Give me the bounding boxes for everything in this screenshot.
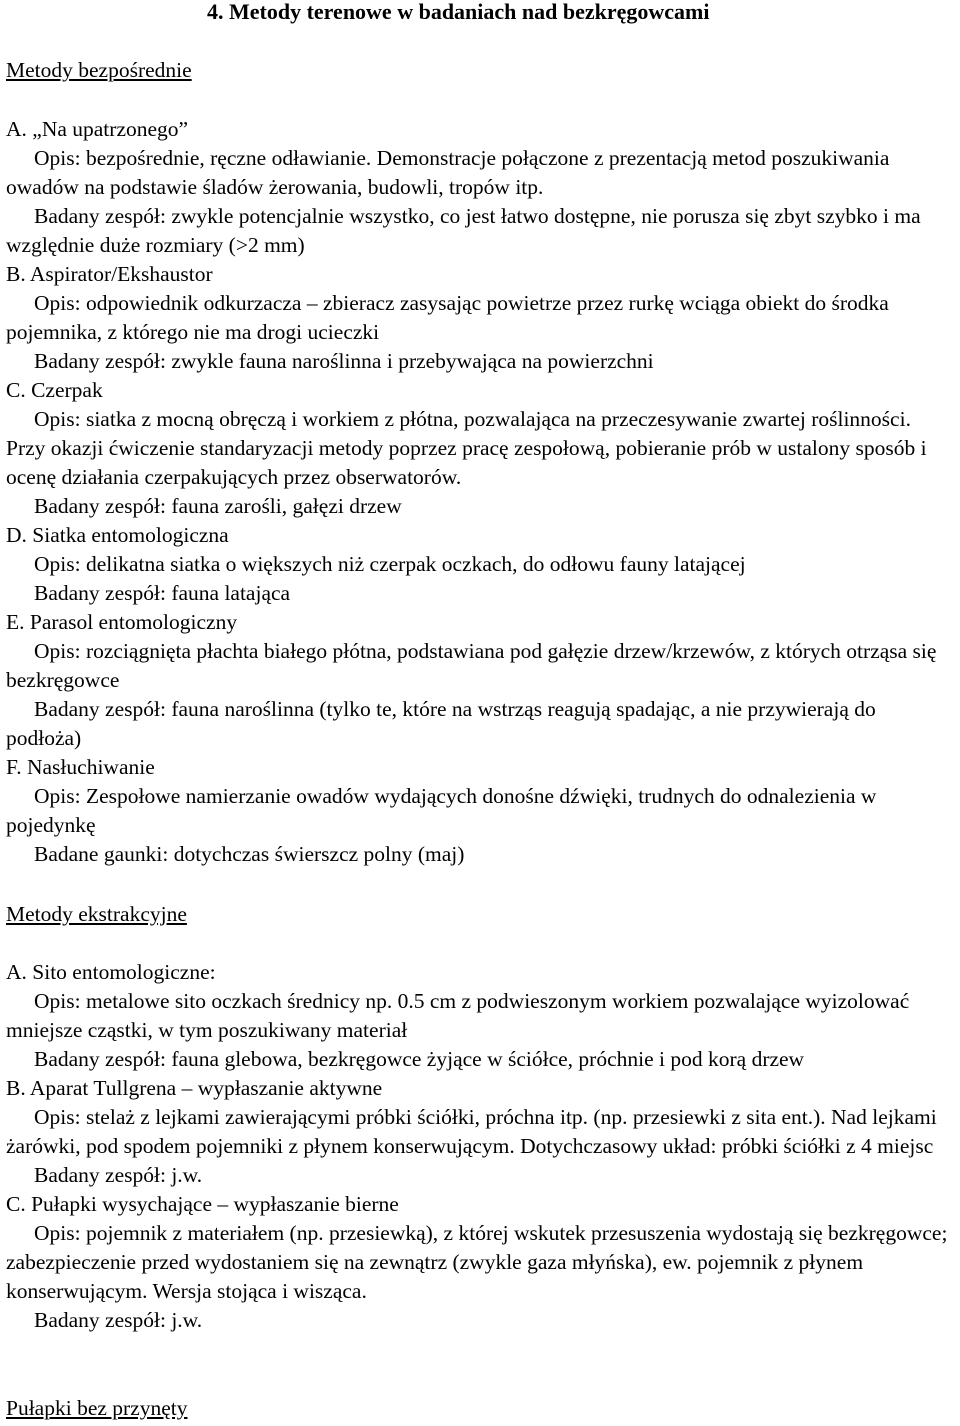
section-heading-direct-methods: Metody bezpośrednie [6,58,192,82]
method-description: Opis: pojemnik z materiałem (np. przesiewką), z której wskutek przesuszenia wydostają się bezkręgowce; zabezpieczenie przed wydostaniem się na zewnątrz (zwykle gaza młyńska), ew. pojemnik z płynem konserwującym. Wersja stojąca i wisząca. [6,1221,948,1303]
method-description: Opis: delikatna siatka o większych niż czerpak oczkach, do odłowu fauny latającej [34,552,746,576]
section-body-direct-methods [6,115,954,869]
method-description: Opis: bezpośrednie, ręczne odławianie. Demonstracje połączone z prezentacją metod poszukiwania owadów na podstawie śladów żerowania, budowli, tropów itp. [6,146,890,199]
method-studied-group: Badany zespół: fauna latająca [34,581,291,605]
section-body-extraction-methods [6,958,954,1335]
method-title: A. „Na upatrzonego” [6,117,189,141]
method-studied-group: Badany zespół: j.w. [34,1163,203,1187]
method-description: Opis: siatka z mocną obręczą i workiem z płótna, pozwalająca na przeczesywanie zwartej roślinności. Przy okazji ćwiczenie standaryzacji metody poprzez pracę zespołową, pobieranie prób w ustalony sposób i ocenę działania czerpakujących przez obserwatorów. [6,407,927,489]
method-studied-group: Badany zespół: fauna naroślinna (tylko te, które na wstrząs reagują spadając, a nie przywierają do podłoża) [6,697,876,750]
method-description: Opis: Zespołowe namierzanie owadów wydających donośne dźwięki, trudnych do odnalezienia w pojedynkę [6,784,877,837]
section-heading-traps-without-bait: Pułapki bez przynęty [6,1396,188,1420]
method-studied-group: Badany zespół: fauna glebowa, bezkręgowce żyjące w ściółce, próchnie i pod korą drzew [34,1047,805,1071]
method-studied-group: Badany zespół: fauna zarośli, gałęzi drzew [34,494,402,518]
method-title: C. Pułapki wysychające – wypłaszanie bierne [6,1192,399,1216]
method-title: D. Siatka entomologiczna [6,523,229,547]
document-title: 4. Metody terenowe w badaniach nad bezkręgowcami [207,0,710,24]
method-title: B. Aspirator/Ekshaustor [6,262,213,286]
method-description: Opis: rozciągnięta płachta białego płótna, podstawiana pod gałęzie drzew/krzewów, z których otrząsa się bezkręgowce [6,639,937,692]
method-title: B. Aparat Tullgrena – wypłaszanie aktywne [6,1076,383,1100]
method-description: Opis: metalowe sito oczkach średnicy np. 0.5 cm z podwieszonym workiem pozwalające wyizolować mniejsze cząstki, w tym poszukiwany materiał [6,989,910,1042]
method-title: C. Czerpak [6,378,103,402]
method-studied-group: Badany zespół: zwykle potencjalnie wszystko, co jest łatwo dostępne, nie porusza się zbyt szybko i ma względnie duże rozmiary (>2 mm) [6,204,921,257]
method-studied-group: Badany zespół: zwykle fauna naroślinna i przebywająca na powierzchni [34,349,654,373]
method-studied-group: Badane gaunki: dotychczas świerszcz polny (maj) [34,842,465,866]
section-heading-extraction-methods: Metody ekstrakcyjne [6,902,187,926]
method-title: A. Sito entomologiczne: [6,960,216,984]
method-studied-group: Badany zespół: j.w. [34,1308,203,1332]
method-description: Opis: stelaż z lejkami zawierającymi próbki ściółki, próchna itp. (np. przesiewki z sita ent.). Nad lejkami żarówki, pod spodem pojemniki z płynem konserwującym. Dotychczasowy układ: próbki ściółki z 4 miejsc [6,1105,937,1158]
method-title: F. Nasłuchiwanie [6,755,155,779]
method-description: Opis: odpowiednik odkurzacza – zbieracz zasysając powietrze przez rurkę wciąga obiekt do środka pojemnika, z którego nie ma drogi ucieczki [6,291,889,344]
method-title: E. Parasol entomologiczny [6,610,238,634]
